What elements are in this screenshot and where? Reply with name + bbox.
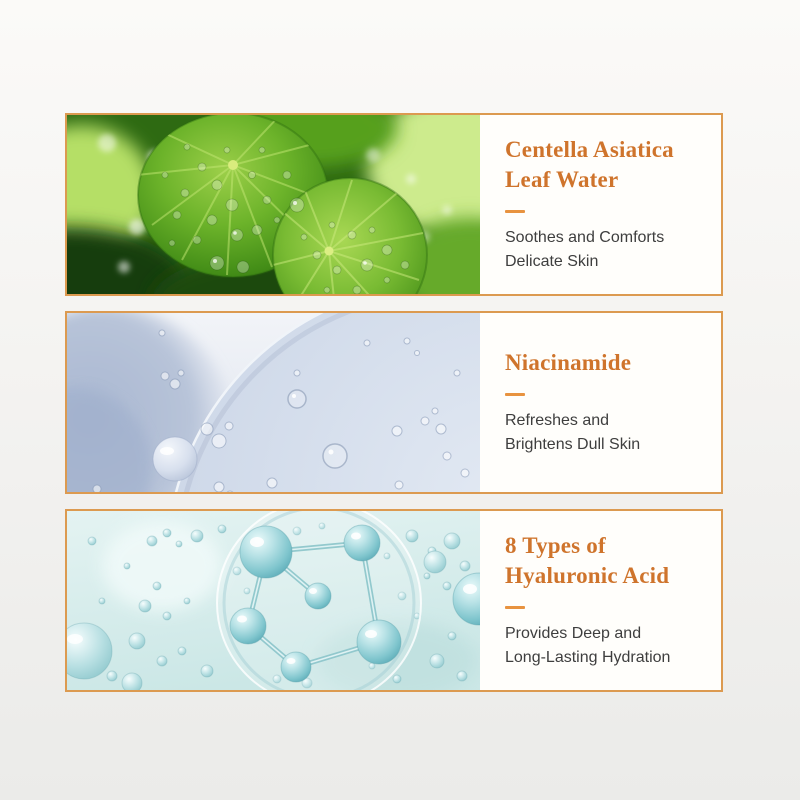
accent-dash	[505, 606, 525, 609]
card-description-line1: Soothes and Comforts	[505, 229, 665, 246]
card-description-line2: Long-Lasting Hydration	[505, 649, 671, 666]
centella-text-panel	[480, 115, 721, 294]
card-title-line1: Centella Asiatica	[505, 137, 674, 162]
centella-leaf-photo	[67, 115, 480, 294]
hyaluronic-molecule-photo	[67, 511, 480, 690]
card-title-line2: Hyaluronic Acid	[505, 563, 670, 588]
niacinamide-photo-container	[67, 313, 480, 492]
card-title-line2: Leaf Water	[505, 167, 619, 192]
card-title	[505, 135, 713, 195]
card-title-line1: Niacinamide	[505, 350, 632, 375]
niacinamide-text-panel	[480, 313, 721, 492]
card-description-line2: Brightens Dull Skin	[505, 436, 641, 453]
card-description-line1: Refreshes and	[505, 412, 610, 429]
ingredient-cards	[65, 113, 723, 692]
card-description-line1: Provides Deep and	[505, 625, 642, 642]
card-description-line2: Delicate Skin	[505, 253, 599, 270]
ingredient-card-centella	[65, 113, 723, 296]
card-title	[505, 348, 713, 378]
accent-dash	[505, 393, 525, 396]
accent-dash	[505, 210, 525, 213]
card-description	[505, 226, 713, 274]
centella-photo-container	[67, 115, 480, 294]
card-title	[505, 531, 713, 591]
card-title-line1: 8 Types of	[505, 533, 606, 558]
card-description	[505, 409, 713, 457]
niacinamide-texture-photo	[67, 313, 480, 492]
hyaluronic-photo-container	[67, 511, 480, 690]
ingredient-card-hyaluronic	[65, 509, 723, 692]
ingredient-card-niacinamide	[65, 311, 723, 494]
card-description	[505, 622, 713, 670]
hyaluronic-text-panel	[480, 511, 721, 690]
